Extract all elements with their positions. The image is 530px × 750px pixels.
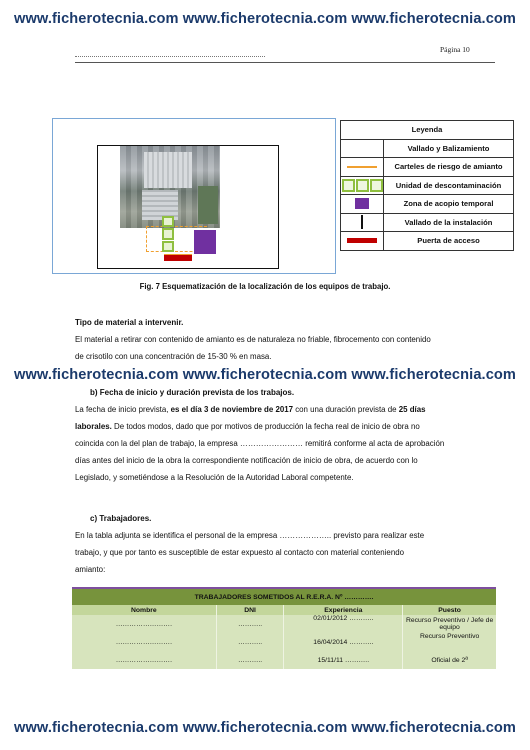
duration: 25 días <box>398 405 426 414</box>
text-run: De todos modos, dado que por motivos de producción la fecha real de inicio de obra no <box>111 422 420 431</box>
page-number: Página 10 <box>440 45 470 54</box>
column-header-dni: DNI <box>216 605 284 615</box>
table-row <box>72 615 496 633</box>
legend-title: Leyenda <box>411 125 443 135</box>
legend-row <box>341 195 513 214</box>
asbestos-sign-icon <box>341 158 384 176</box>
watermark-bottom: www.ficherotecnia.com www.ficherotecnia.com www.ficherotecnia.com <box>14 720 516 736</box>
legend-row <box>341 177 513 196</box>
cell-experiencia: 15/11/11 ……….. <box>284 651 403 669</box>
tree-area <box>198 186 218 224</box>
installation-fence <box>97 145 279 269</box>
cell-nombre: ……………………. <box>72 615 216 633</box>
decontamination-unit-icon <box>341 177 384 195</box>
legend-label: Unidad de descontaminación <box>395 180 502 190</box>
legend-label: Vallado de la instalación <box>404 217 493 227</box>
section-b-para-line-2 <box>75 418 420 435</box>
section-b-heading: b) Fecha de inicio y duración prevista de los trabajos. <box>90 388 295 397</box>
start-date: es el día 3 de noviembre de 2017 <box>170 405 293 414</box>
legend-label: Carteles de riesgo de amianto <box>394 162 503 172</box>
storage-zone-icon <box>341 195 384 213</box>
site-plan-figure <box>52 118 336 274</box>
cell-puesto: Recurso Preventivo <box>403 633 496 651</box>
legend-row <box>341 214 513 233</box>
decontamination-unit <box>162 216 174 252</box>
roof-building-north <box>144 152 192 188</box>
cell-dni: ……….. <box>216 633 284 651</box>
column-header-experiencia: Experiencia <box>284 605 403 615</box>
watermark-middle: www.ficherotecnia.com www.ficherotecnia.com www.ficherotecnia.com <box>14 367 516 383</box>
column-header-nombre: Nombre <box>72 605 216 615</box>
section-b-para-line-1 <box>75 401 495 418</box>
access-gate <box>164 254 192 261</box>
watermark-top: www.ficherotecnia.com www.ficherotecnia.com www.ficherotecnia.com <box>14 11 516 27</box>
section-c-para-line-2: trabajo, y que por tanto es susceptible de estar expuesto al contacto con material conteniendo <box>75 548 404 557</box>
legend-table <box>340 120 514 251</box>
table-row <box>72 651 496 669</box>
section-b-para-line-4: días antes del inicio de la obra la correspondiente notificación de inicio de obra, de acuerdo con lo <box>75 456 418 465</box>
legend-label: Puerta de acceso <box>417 236 480 246</box>
cell-experiencia: 16/04/2014 ……….. <box>284 633 403 651</box>
cell-puesto: Oficial de 2ª <box>403 651 496 669</box>
section-c-para-line-1: En la tabla adjunta se identifica el personal de la empresa ……………….. previsto para realizar este <box>75 531 425 540</box>
material-heading: Tipo de material a intervenir. <box>75 318 184 327</box>
workers-table-title: TRABAJADORES SOMETIDOS AL R.E.R.A. Nº …………. <box>72 588 496 605</box>
access-gate-icon <box>341 232 384 250</box>
material-line-1: El material a retirar con contenido de amianto es de naturaleza no friable, fibrocemento con contenido <box>75 335 431 344</box>
table-header-row <box>72 605 496 615</box>
section-b-para-line-3: coincida con la del plan de trabajo, la empresa …………………… remitirá conforme al acta de aprobación <box>75 439 445 448</box>
section-c-heading: c) Trabajadores. <box>90 514 152 523</box>
section-c-para-line-3: amianto: <box>75 565 106 574</box>
cell-experiencia: 02/01/2012 ……….. <box>284 615 403 633</box>
section-b-para-line-5: Legislado, y sometiéndose a la Resolución de la Autoridad Laboral competente. <box>75 473 354 482</box>
duration-unit: laborales. <box>75 422 112 431</box>
header-rule <box>75 62 495 63</box>
legend-row <box>341 232 513 250</box>
legend-label: Vallado y Balizamiento <box>407 143 490 153</box>
header-dotted-line <box>75 56 265 57</box>
material-line-2: de crisotilo con una concentración de 15-30 % en masa. <box>75 352 272 361</box>
workers-table <box>72 587 496 669</box>
cell-nombre: ……………………. <box>72 651 216 669</box>
cell-dni: ……….. <box>216 651 284 669</box>
text-run: con una duración prevista de <box>293 405 399 414</box>
legend-label: Zona de acopio temporal <box>403 199 494 209</box>
legend-row <box>341 140 513 159</box>
cell-puesto: Recurso Preventivo / Jefe de equipo <box>403 615 496 633</box>
cell-dni: ……….. <box>216 615 284 633</box>
installation-fence-icon <box>341 214 384 232</box>
fence-marking-icon <box>341 140 384 158</box>
legend-row <box>341 158 513 177</box>
table-row <box>72 633 496 651</box>
cell-nombre: ……………………. <box>72 633 216 651</box>
legend-title-row <box>341 121 513 140</box>
column-header-puesto: Puesto <box>403 605 496 615</box>
text-run: La fecha de inicio prevista, <box>75 405 171 414</box>
storage-zone <box>194 230 216 254</box>
figure-caption: Fig. 7 Esquematización de la localización de los equipos de trabajo. <box>139 282 391 291</box>
